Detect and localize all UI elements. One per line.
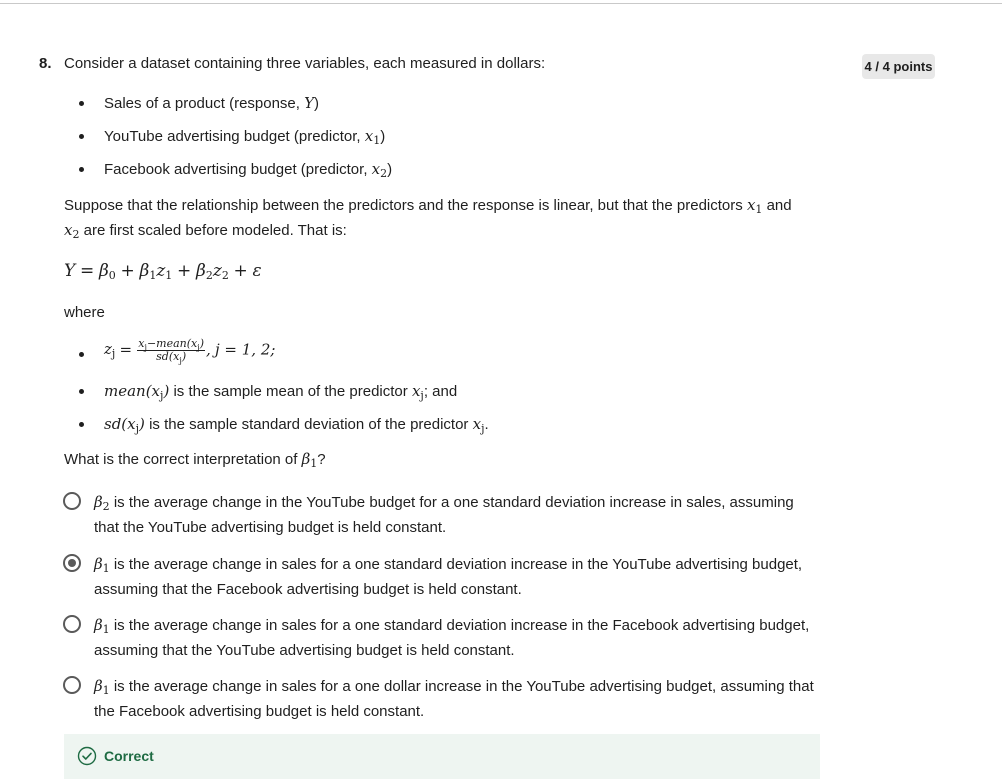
bullet	[79, 422, 84, 427]
feedback-banner	[64, 734, 820, 779]
bullet	[79, 167, 84, 172]
variable-text: YouTube advertising budget (predictor,	[104, 128, 365, 145]
option-text: is the average change in sales for a one dollar increase in the YouTube advertising budget, assuming that the Facebook advertising budget is held constant.	[94, 678, 814, 720]
option-text: is the average change in the YouTube budget for a one standard deviation increase in sales, assuming that the YouTube advertising budget is held constant.	[94, 494, 794, 536]
feedback-label: Correct	[104, 748, 154, 764]
question-number: 8.	[39, 55, 52, 72]
question-intro: Consider a dataset containing three variables, each measured in dollars:	[64, 55, 546, 72]
where-label: where	[64, 304, 105, 321]
model-equation: $Y = \beta_0 + \beta_1z_1 + \beta_2z_2 + \varepsilon$	[64, 261, 262, 282]
variable-symbol: x	[371, 160, 381, 178]
radio-button[interactable]	[63, 676, 81, 694]
bullet	[79, 352, 84, 357]
variable-text: Sales of a product (response,	[104, 95, 305, 112]
option-text: is the average change in sales for a one standard deviation increase in the Facebook advertising budget, assuming that the YouTube advertising budget is held constant.	[94, 617, 810, 659]
check-circle-icon	[77, 746, 97, 766]
suppose-paragraph: Suppose that the relationship between the predictors and the response is linear, but that the predictors $x_1$ and $x_2$ are first scaled before modeled. That is:	[64, 196, 792, 241]
j-range: j = 1, 2;	[214, 340, 276, 359]
variable-symbol: Y	[304, 94, 315, 112]
bullet	[79, 134, 84, 139]
variable-text: Facebook advertising budget (predictor,	[104, 161, 372, 178]
variable-symbol: x	[364, 127, 374, 145]
radio-button[interactable]	[63, 554, 81, 572]
top-divider	[0, 3, 1002, 4]
bullet	[79, 101, 84, 106]
radio-button[interactable]	[63, 492, 81, 510]
bullet	[79, 389, 84, 394]
radio-button[interactable]	[63, 615, 81, 633]
points-badge: 4 / 4 points	[862, 54, 935, 79]
question-prompt: What is the correct interpretation of $\beta_1$?	[64, 450, 326, 470]
option-text: is the average change in sales for a one standard deviation increase in the YouTube advertising budget, assuming that the Facebook advertising budget is held constant.	[94, 556, 803, 598]
